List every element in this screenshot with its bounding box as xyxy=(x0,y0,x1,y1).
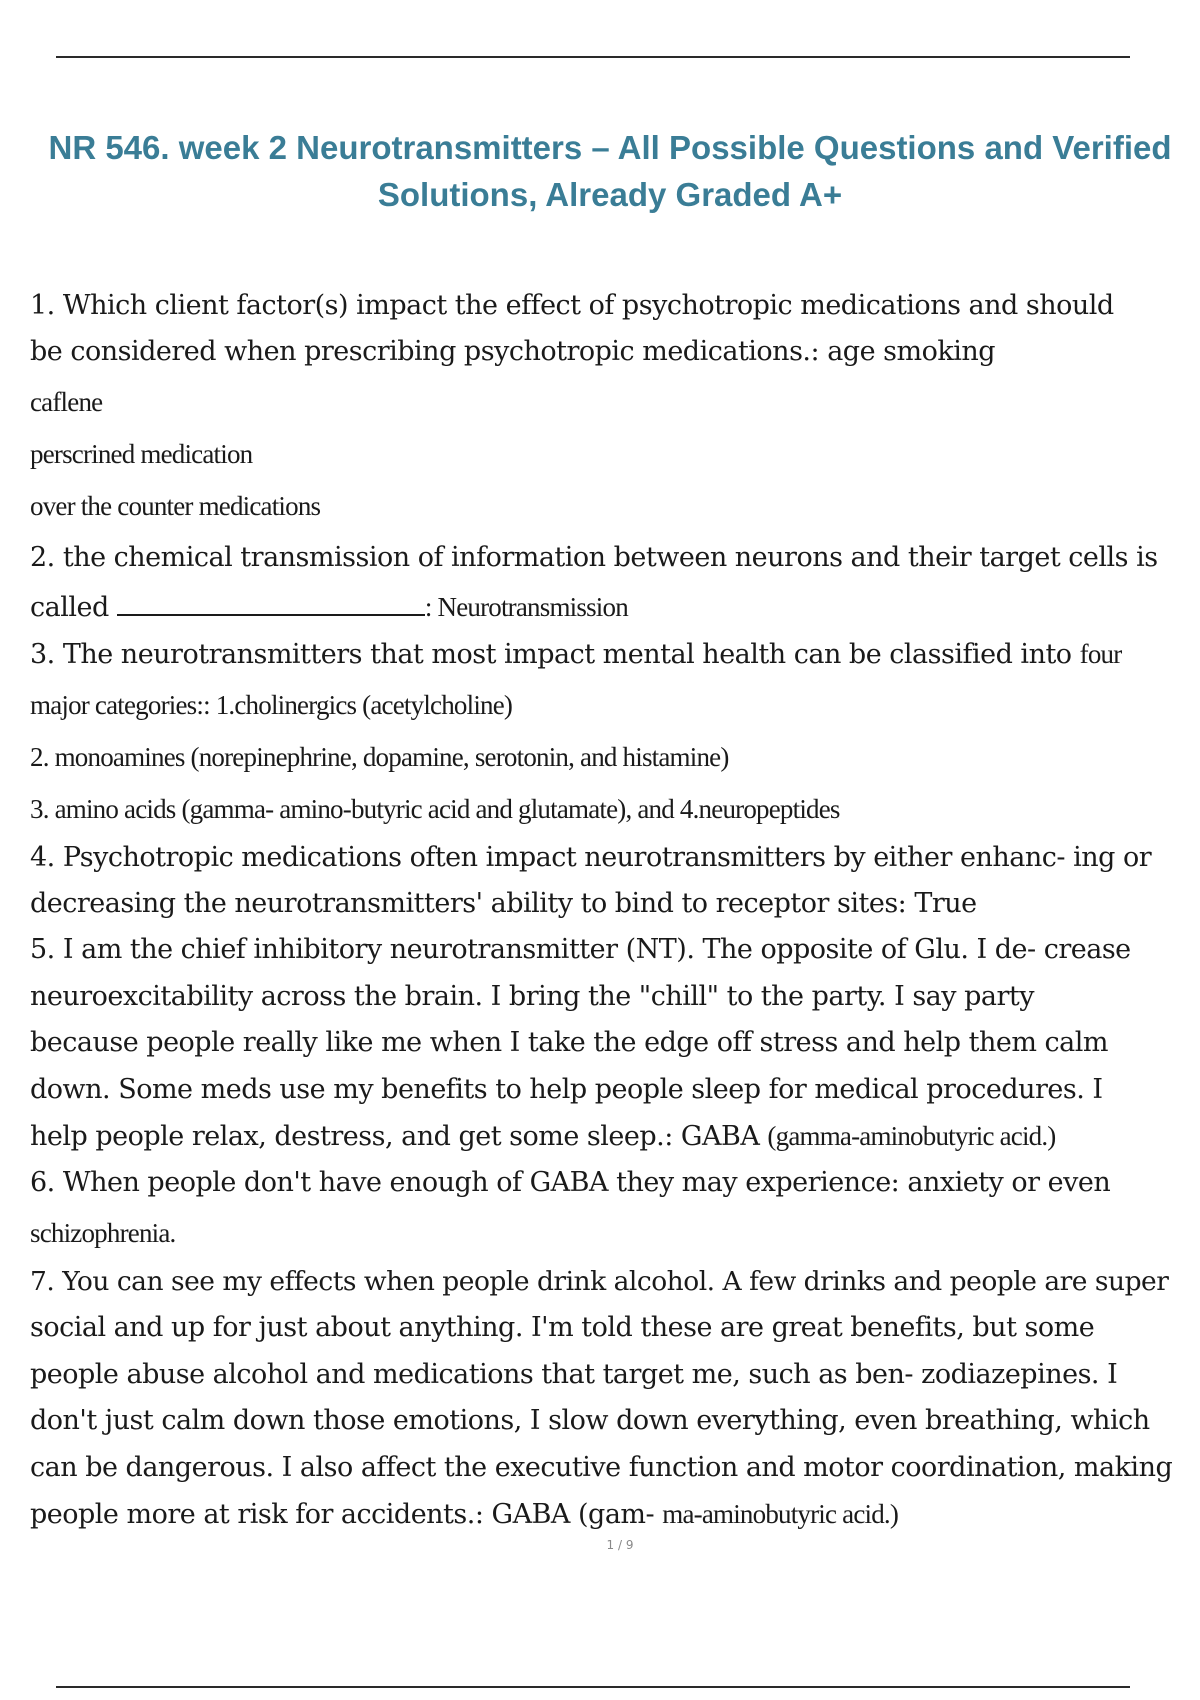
question-5 xyxy=(30,927,1190,1160)
question-2-answer: : Neurotransmission xyxy=(424,591,628,622)
document-title-line-2: Solutions, Already Graded A+ xyxy=(377,176,843,213)
question-3-line-2: major categories:: 1.cholinergics (acetylcholine) xyxy=(30,689,513,720)
page-indicator: 1 / 9 xyxy=(606,1538,634,1552)
question-1-line-1: 1. Which client factor(s) impact the effect of psychotropic medications and should xyxy=(30,290,1114,321)
question-2 xyxy=(30,532,1190,631)
question-7-line-5: can be dangerous. I also affect the executive function and motor coordination, making xyxy=(30,1451,1173,1483)
question-5-line-2: neuroexcitability across the brain. I bring the "chill" to the party. I say party xyxy=(30,980,1035,1012)
bottom-divider xyxy=(56,1686,1130,1688)
question-3-line-4: 3. amino acids (gamma- amino-butyric acid and glutamate), and 4.neuropeptides xyxy=(30,793,840,824)
question-7-line-2: social and up for just about anything. I'm told these are great benefits, but some xyxy=(30,1312,1095,1344)
question-5-line-5-text: help people relax, destress, and get some sleep.: GABA xyxy=(30,1121,768,1153)
question-3-line-3: 2. monoamines (norepinephrine, dopamine, serotonin, and histamine) xyxy=(30,741,729,772)
question-3-line-1 xyxy=(30,631,1190,678)
question-7-line-4: don't just calm down those emotions, I slow down everything, even breathing, which xyxy=(30,1405,1150,1437)
question-7-line-1: 7. You can see my effects when people drink alcohol. A few drinks and people are super xyxy=(30,1265,1169,1297)
question-7-line-6-text: people more at risk for accidents.: GABA (gam- xyxy=(30,1498,663,1530)
question-list xyxy=(30,283,1190,1538)
question-6-line-1: 6. When people don't have enough of GABA they may experience: anxiety or even xyxy=(30,1167,1111,1199)
question-3 xyxy=(30,631,1190,834)
question-4-line-2: decreasing the neurotransmitters' ability to bind to receptor sites: True xyxy=(30,888,977,920)
document-title-line-1: NR 546. week 2 Neurotransmitters – All Possible Questions and Verified xyxy=(48,129,1172,166)
question-4 xyxy=(30,835,1190,928)
question-2-line-2 xyxy=(30,584,1190,631)
question-3-line-1-end: four xyxy=(1079,639,1122,670)
question-1-answer-prescribed: perscrined medication xyxy=(30,438,253,469)
question-5-line-1: 5. I am the chief inhibitory neurotransmitter (NT). The opposite of Glu. I de- crease xyxy=(30,934,1131,966)
question-1-answer-otc: over the counter medications xyxy=(30,490,321,521)
document-title xyxy=(20,124,1200,218)
question-2-line-1: 2. the chemical transmission of information between neurons and their target cells is xyxy=(30,541,1158,573)
question-3-line-1-text: 3. The neurotransmitters that most impact mental health can be classified into xyxy=(30,639,1080,671)
question-5-line-3: because people really like me when I take the edge off stress and help them calm xyxy=(30,1027,1108,1059)
question-6 xyxy=(30,1160,1190,1258)
fill-in-blank xyxy=(117,590,425,616)
question-7-line-6-end: ma-aminobutyric acid.) xyxy=(662,1498,899,1529)
question-7 xyxy=(30,1259,1190,1538)
question-1-line-2: be considered when prescribing psychotropic medications.: age smoking xyxy=(30,336,996,368)
question-5-line-5-end: (gamma-aminobutyric acid.) xyxy=(767,1121,1056,1152)
question-6-line-2: schizophrenia. xyxy=(30,1217,176,1248)
top-divider xyxy=(56,56,1130,58)
question-1-answer-caflene: caflene xyxy=(30,386,103,417)
question-7-line-6 xyxy=(30,1491,1190,1538)
question-2-prefix: called xyxy=(30,591,109,623)
question-7-line-3: people abuse alcohol and medications that target me, such as ben- zodiazepines. I xyxy=(30,1358,1118,1390)
question-4-line-1: 4. Psychotropic medications often impact neurotransmitters by either enhanc- ing or xyxy=(30,841,1152,873)
question-1 xyxy=(30,283,1190,532)
question-5-line-4: down. Some meds use my benefits to help people sleep for medical procedures. I xyxy=(30,1073,1103,1105)
question-5-line-5 xyxy=(30,1113,1190,1160)
